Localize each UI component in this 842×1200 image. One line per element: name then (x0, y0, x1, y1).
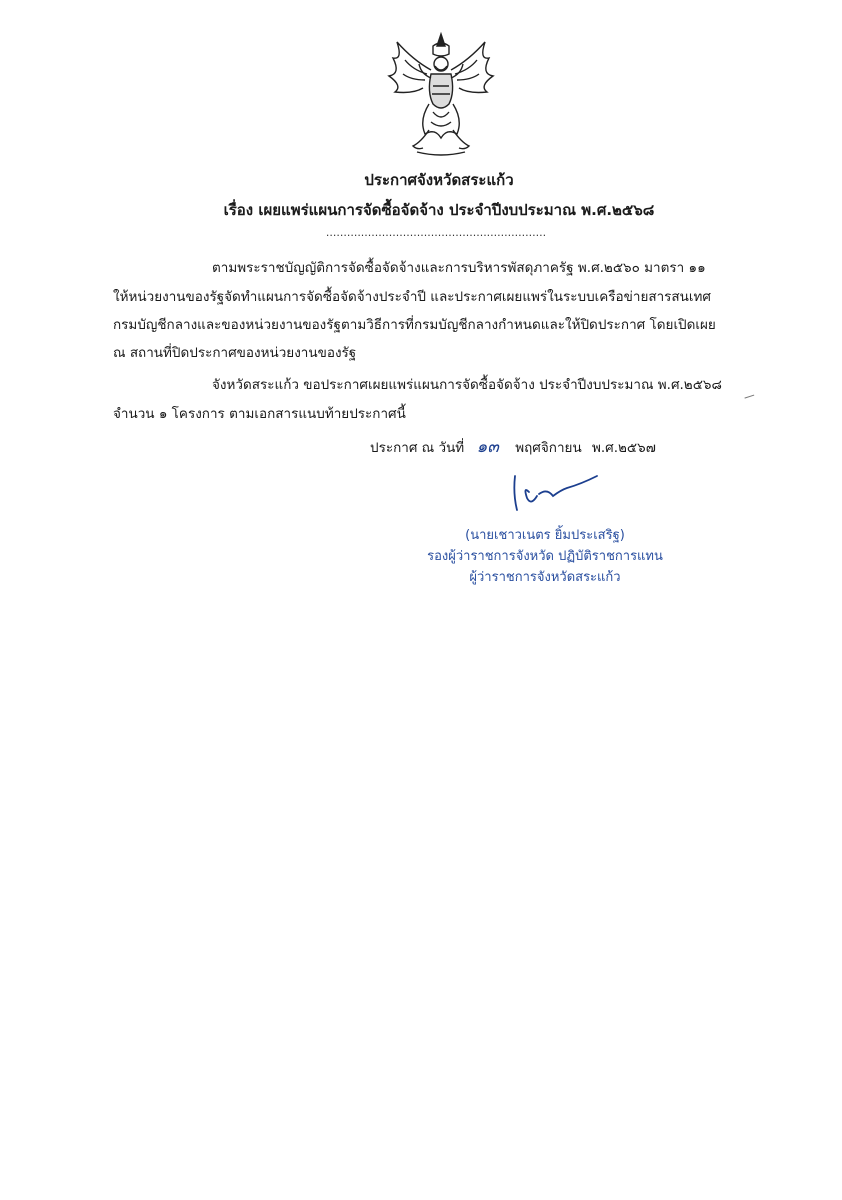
paragraph2-line2: จำนวน ๑ โครงการ ตามเอกสารแนบท้ายประกาศนี้ (113, 406, 406, 422)
garuda-emblem-icon (383, 30, 499, 160)
date-year: พ.ศ.๒๕๖๗ (591, 440, 656, 456)
paragraph1-line1: ตามพระราชบัญญัติการจัดซื้อจัดจ้างและการบริหารพัสดุภาครัฐ พ.ศ.๒๕๖๐ มาตรา ๑๑ (212, 260, 706, 276)
signatory-name: (นายเชาวเนตร ยิ้มประเสริฐ) (465, 528, 625, 543)
date-day: ๑๓ (476, 437, 499, 457)
signatory-position1: รองผู้ว่าราชการจังหวัด ปฏิบัติราชการแทน (427, 549, 663, 564)
announcement-date (370, 436, 656, 459)
stray-mark (744, 395, 755, 403)
handwritten-signature (505, 468, 615, 518)
date-month: พฤศจิกายน (515, 440, 582, 456)
paragraph1-line3: กรมบัญชีกลางและของหน่วยงานของรัฐตามวิธีการที่กรมบัญชีกลางกำหนดและให้ปิดประกาศ โดยเปิดเผย (113, 317, 716, 333)
announcement-title: ประกาศจังหวัดสระแก้ว (364, 171, 514, 189)
announcement-subject: เรื่อง เผยแพร่แผนการจัดซื้อจัดจ้าง ประจำปีงบประมาณ พ.ศ.๒๕๖๘ (223, 201, 655, 219)
paragraph1-line4: ณ สถานที่ปิดประกาศของหน่วยงานของรัฐ (113, 345, 357, 361)
paragraph1-line2: ให้หน่วยงานของรัฐจัดทำแผนการจัดซื้อจัดจ้างประจำปี และประกาศเผยแพร่ในระบบเครือข่ายสารสนเทศ (113, 289, 711, 305)
signatory-position2: ผู้ว่าราชการจังหวัดสระแก้ว (469, 570, 621, 585)
paragraph2-line1: จังหวัดสระแก้ว ขอประกาศเผยแพร่แผนการจัดซื้อจัดจ้าง ประจำปีงบประมาณ พ.ศ.๒๕๖๘ (212, 377, 722, 393)
signatory-block (420, 525, 670, 588)
date-prefix: ประกาศ ณ วันที่ (370, 440, 465, 456)
title-separator: ............................................................... (325, 226, 547, 239)
